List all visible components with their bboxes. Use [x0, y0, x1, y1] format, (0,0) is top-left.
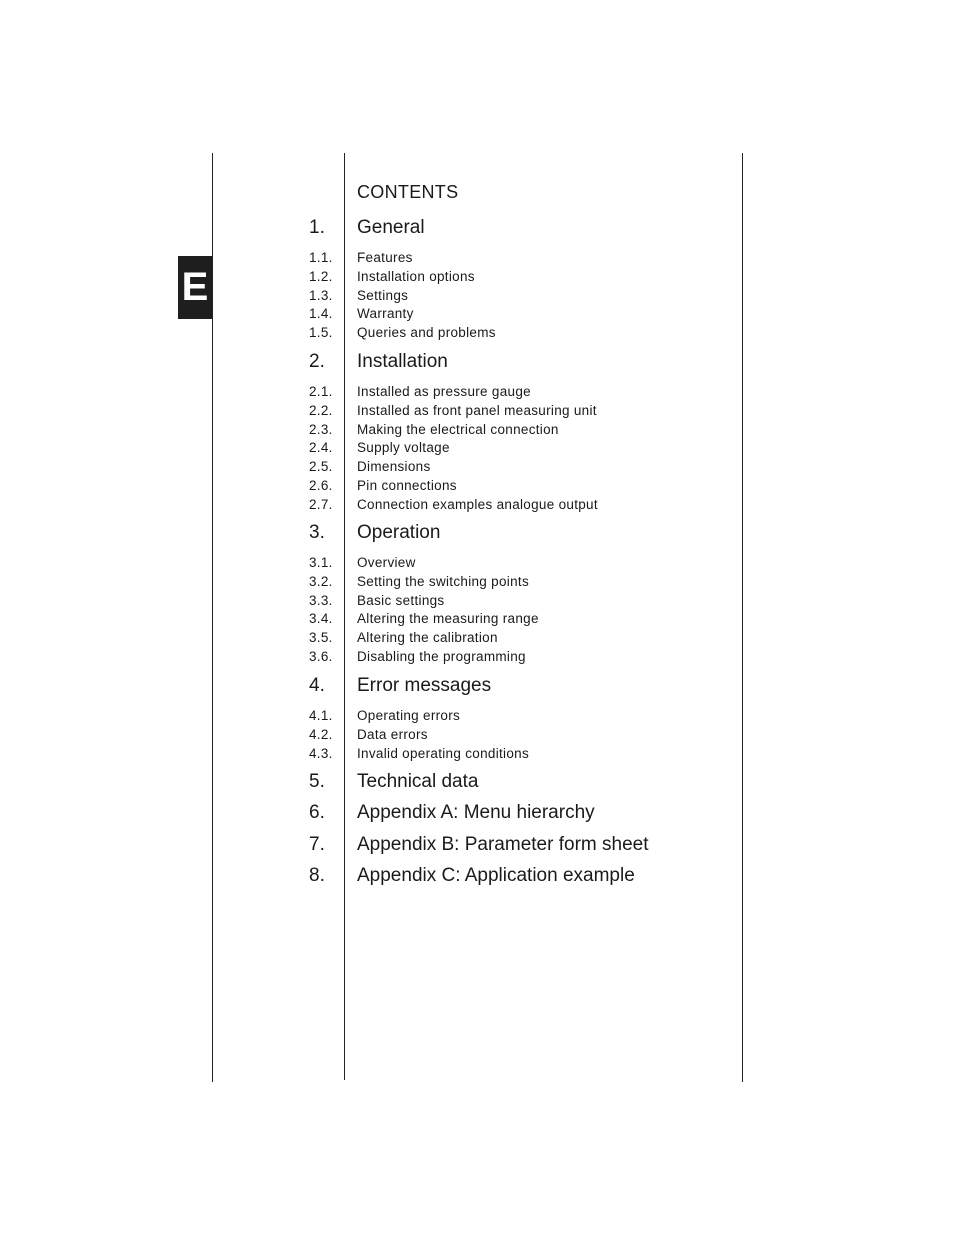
- toc-subsection-title: Altering the calibration: [357, 630, 498, 645]
- toc-subsection-number: 2.3.: [309, 421, 333, 437]
- toc-section-title: General: [357, 217, 425, 238]
- toc-section-number: 2.: [309, 351, 325, 372]
- toc-section-number: 6.: [309, 802, 325, 823]
- toc-subsection-title: Data errors: [357, 726, 428, 742]
- toc-subsection-title: Making the electrical connection: [357, 421, 559, 437]
- toc-subsection-title: Operating errors: [357, 708, 461, 723]
- left-border-line: [212, 153, 213, 1082]
- toc-subsection-number: 2.4.: [309, 440, 333, 456]
- toc-subsection-title: Settings: [357, 287, 409, 303]
- toc-section-number: 1.: [309, 217, 325, 238]
- contents-heading: CONTENTS: [357, 182, 459, 202]
- language-tab: E: [178, 256, 212, 319]
- toc-subsection-number: 2.6.: [309, 477, 333, 493]
- toc-subsection-number: 2.5.: [309, 459, 333, 474]
- toc-subsection-number: 1.3.: [309, 287, 333, 303]
- toc-subsection-title: Disabling the programming: [357, 648, 526, 664]
- toc-subsection-title: Setting the switching points: [357, 573, 529, 589]
- toc-section-number: 4.: [309, 675, 325, 696]
- toc-subsection-number: 4.1.: [309, 708, 333, 723]
- toc-section-title: Installation: [357, 351, 448, 372]
- toc-subsection-number: 4.3.: [309, 745, 333, 761]
- toc-subsection-title: Overview: [357, 555, 416, 570]
- toc-subsection-number: 3.1.: [309, 555, 333, 570]
- toc-subsection-title: Installed as pressure gauge: [357, 384, 531, 399]
- toc-section-number: 3.: [309, 522, 325, 543]
- right-border-line: [742, 153, 743, 1082]
- toc-subsection-title: Installed as front panel measuring unit: [357, 402, 597, 418]
- toc-subsection-number: 1.1.: [309, 250, 333, 265]
- toc-subsection-number: 4.2.: [309, 726, 333, 742]
- toc-section-title: Appendix A: Menu hierarchy: [357, 802, 595, 823]
- toc-subsection-title: Supply voltage: [357, 440, 450, 456]
- toc-subsection-title: Connection examples analogue output: [357, 496, 598, 512]
- toc-subsection-title: Altering the measuring range: [357, 611, 539, 627]
- toc-subsection-number: 1.4.: [309, 306, 333, 322]
- toc-section-number: 7.: [309, 834, 325, 855]
- toc-subsection-number: 1.2.: [309, 268, 333, 284]
- toc-section-title: Appendix B: Parameter form sheet: [357, 834, 649, 855]
- toc-section-number: 8.: [309, 865, 325, 886]
- toc-subsection-title: Features: [357, 250, 413, 265]
- toc-subsection-number: 2.7.: [309, 496, 333, 512]
- toc-subsection-title: Pin connections: [357, 477, 457, 493]
- toc-section-title: Operation: [357, 522, 441, 543]
- toc-section-number: 5.: [309, 771, 325, 792]
- toc-subsection-number: 1.5.: [309, 325, 333, 340]
- toc-subsection-title: Dimensions: [357, 459, 431, 474]
- toc-section-title: Error messages: [357, 675, 492, 696]
- toc-section-title: Appendix C: Application example: [357, 865, 635, 886]
- toc-section-title: Technical data: [357, 771, 479, 792]
- toc-subsection-number: 3.4.: [309, 611, 333, 627]
- toc-subsection-number: 3.3.: [309, 592, 333, 608]
- toc-subsection-number: 3.5.: [309, 630, 333, 645]
- toc-subsection-number: 2.1.: [309, 384, 333, 399]
- toc-subsection-number: 2.2.: [309, 402, 333, 418]
- toc-subsection-title: Queries and problems: [357, 325, 496, 340]
- toc-subsection-number: 3.2.: [309, 573, 333, 589]
- toc-subsection-number: 3.6.: [309, 648, 333, 664]
- column-divider-line: [344, 153, 345, 1080]
- toc-subsection-title: Warranty: [357, 306, 414, 322]
- toc-subsection-title: Installation options: [357, 268, 475, 284]
- toc-subsection-title: Invalid operating conditions: [357, 745, 530, 761]
- toc-subsection-title: Basic settings: [357, 592, 445, 608]
